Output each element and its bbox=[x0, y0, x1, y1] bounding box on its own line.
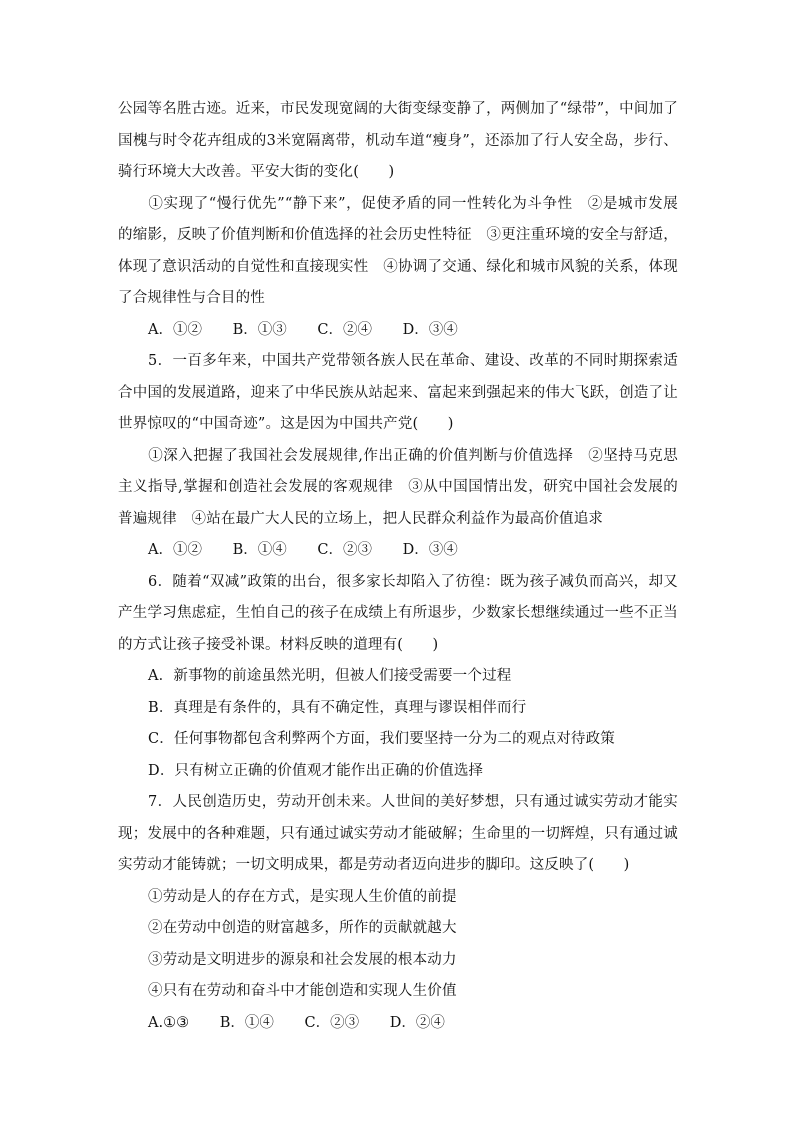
q4-option-a[interactable]: A．①② bbox=[148, 321, 202, 338]
q4-option-b[interactable]: B．①③ bbox=[232, 321, 287, 338]
q7-options bbox=[118, 1008, 678, 1040]
q4-stem-tail: 公园等名胜古迹。近来，市民发现宽阔的大街变绿变静了，两侧加了“绿带”，中间加了国槐与时令花卉组成的3米宽隔离带，机动车道“瘦身”，还添加了行人安全岛，步行、骑行环境大大改善。平安大街的变化( ) bbox=[118, 101, 678, 180]
q5-options bbox=[118, 535, 678, 567]
q5-stem: 5．一百多年来，中国共产党带领各族人民在革命、建设、改革的不同时期探索适合中国的发展道路，迎来了中华民族从站起来、富起来到强起来的伟大飞跃，创造了让世界惊叹的“中国奇迹”。这是因为中国共产党( ) bbox=[118, 353, 678, 432]
q5-option-b[interactable]: B．①④ bbox=[232, 542, 287, 558]
q5-option-a[interactable]: A．①② bbox=[148, 542, 202, 558]
q4-option-c[interactable]: C．②④ bbox=[317, 321, 372, 338]
q7-option-c[interactable]: C．②③ bbox=[304, 1014, 360, 1031]
q6-stem: 6．随着“双减”政策的出台，很多家长却陷入了彷徨：既为孩子减负而高兴，却又产生学习焦虑症，生怕自己的孩子在成绩上有所退步，少数家长想继续通过一些不正当的方式让孩子接受补课。材料反映的道理有( ) bbox=[118, 573, 678, 653]
q5-option-c[interactable]: C．②③ bbox=[317, 542, 372, 558]
q4-options bbox=[118, 315, 678, 347]
q7-statement-2: ②在劳动中创造的财富越多，所作的贡献就越大 bbox=[148, 920, 457, 936]
q7-option-a[interactable]: A.①③ bbox=[148, 1014, 190, 1031]
q5-statements: ①深入把握了我国社会发展规律,作出正确的价值判断与价值选择 ②坚持马克思主义指导,掌握和创造社会发展的客观规律 ③从中国国情出发，研究中国社会发展的普遍规律 ④站在最广大人民的立场上，把人民群众利益作为最高价值追求 bbox=[118, 447, 678, 527]
q7-statement-1: ①劳动是人的存在方式，是实现人生价值的前提 bbox=[148, 888, 457, 905]
q4-statements: ①实现了“慢行优先”“静下来”，促使矛盾的同一性转化为斗争性 ②是城市发展的缩影，反映了价值判断和价值选择的社会历史性特征 ③更注重环境的安全与舒适，体现了意识活动的自觉性和直接现实性 ④协调了交通、绿化和城市风貌的关系，体现了合规律性与合目的性 bbox=[118, 195, 678, 306]
question-content bbox=[118, 94, 678, 1039]
q7-statement-3: ③劳动是文明进步的源泉和社会发展的根本动力 bbox=[148, 951, 457, 968]
q6-option-a[interactable]: A．新事物的前途虽然光明，但被人们接受需要一个过程 bbox=[148, 668, 512, 684]
q7-option-d[interactable]: D．②④ bbox=[389, 1014, 445, 1031]
q7-option-b[interactable]: B．①④ bbox=[219, 1014, 274, 1031]
q7-statement-4: ④只有在劳动和奋斗中才能创造和实现人生价值 bbox=[148, 983, 457, 999]
q7-stem: 7．人民创造历史，劳动开创未来。人世间的美好梦想，只有通过诚实劳动才能实现；发展中的各种难题，只有通过诚实劳动才能破解；生命里的一切辉煌，只有通过诚实劳动才能铸就；一切文明成果，都是劳动者迈向进步的脚印。这反映了( ) bbox=[118, 794, 678, 873]
q6-option-b[interactable]: B．真理是有条件的，具有不确定性，真理与谬误相伴而行 bbox=[148, 699, 527, 716]
q4-option-d[interactable]: D．③④ bbox=[402, 321, 458, 338]
q6-option-c[interactable]: C．任何事物都包含利弊两个方面，我们要坚持一分为二的观点对待政策 bbox=[148, 731, 615, 747]
q6-option-d[interactable]: D．只有树立正确的价值观才能作出正确的价值选择 bbox=[148, 762, 484, 779]
q5-option-d[interactable]: D．③④ bbox=[402, 542, 458, 558]
